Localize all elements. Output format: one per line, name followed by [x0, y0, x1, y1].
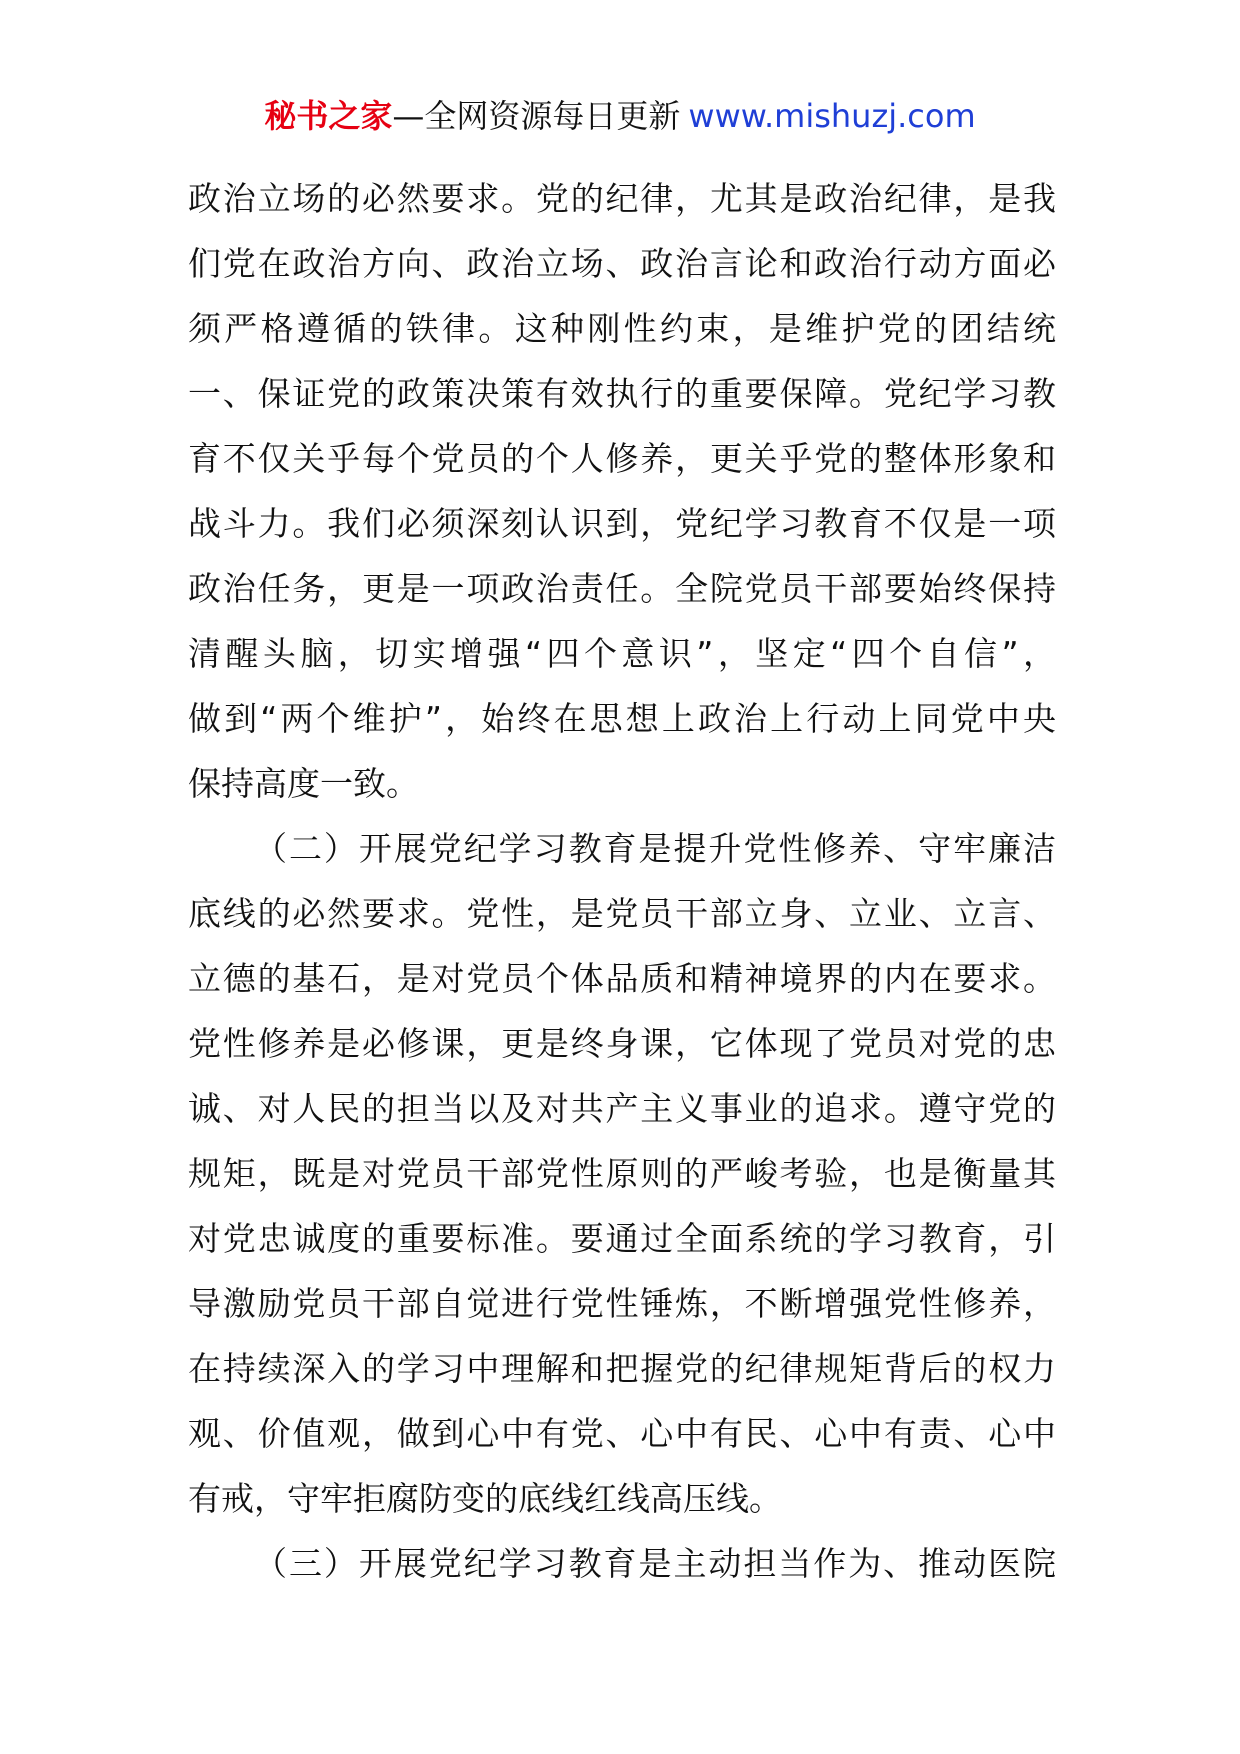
- text-line: 诚、对人民的担当以及对共产主义事业的追求。遵守党的: [188, 1089, 1056, 1128]
- text-line: 政治立场的必然要求。党的纪律，尤其是政治纪律，是我: [188, 179, 1056, 218]
- text-line: 育不仅关乎每个党员的个人修养，更关乎党的整体形象和: [188, 439, 1056, 478]
- text-line: 有戒，守牢拒腐防变的底线红线高压线。: [188, 1479, 782, 1518]
- text-line: 在持续深入的学习中理解和把握党的纪律规矩背后的权力: [188, 1349, 1056, 1388]
- text-line: 战斗力。我们必须深刻认识到，党纪学习教育不仅是一项: [188, 504, 1056, 543]
- text-line: 一、保证党的政策决策有效执行的重要保障。党纪学习教: [188, 374, 1056, 413]
- text-line: 底线的必然要求。党性，是党员干部立身、立业、立言、: [188, 894, 1056, 933]
- text-line: 立德的基石，是对党员个体品质和精神境界的内在要求。: [188, 959, 1056, 998]
- text-line: 保持高度一致。: [188, 764, 419, 803]
- text-line: 导激励党员干部自觉进行党性锤炼，不断增强党性修养，: [188, 1284, 1056, 1323]
- document-body: [188, 166, 1056, 1596]
- header-brand: 秘书之家: [264, 97, 393, 135]
- text-line: 观、价值观，做到心中有党、心中有民、心中有责、心中: [188, 1414, 1056, 1453]
- header-slogan: —全网资源每日更新: [392, 97, 681, 135]
- header-url-link[interactable]: www.mishuzj.com: [688, 97, 976, 135]
- page-header: [0, 96, 1240, 136]
- text-line: 政治任务，更是一项政治责任。全院党员干部要始终保持: [188, 569, 1056, 608]
- text-line: 们党在政治方向、政治立场、政治言论和政治行动方面必: [188, 244, 1056, 283]
- text-line: 须严格遵循的铁律。这种刚性约束，是维护党的团结统: [188, 309, 1056, 348]
- text-line: 规矩，既是对党员干部党性原则的严峻考验，也是衡量其: [188, 1154, 1056, 1193]
- text-line: 清醒头脑，切实增强“四个意识”，坚定“四个自信”，: [188, 634, 1056, 673]
- text-line: 党性修养是必修课，更是终身课，它体现了党员对党的忠: [188, 1024, 1056, 1063]
- text-line: 对党忠诚度的重要标准。要通过全面系统的学习教育，引: [188, 1219, 1056, 1258]
- section-heading-line: （三）开展党纪学习教育是主动担当作为、推动医院: [254, 1544, 1056, 1583]
- section-heading-line: （二）开展党纪学习教育是提升党性修养、守牢廉洁: [254, 829, 1056, 868]
- text-line: 做到“两个维护”，始终在思想上政治上行动上同党中央: [188, 699, 1056, 738]
